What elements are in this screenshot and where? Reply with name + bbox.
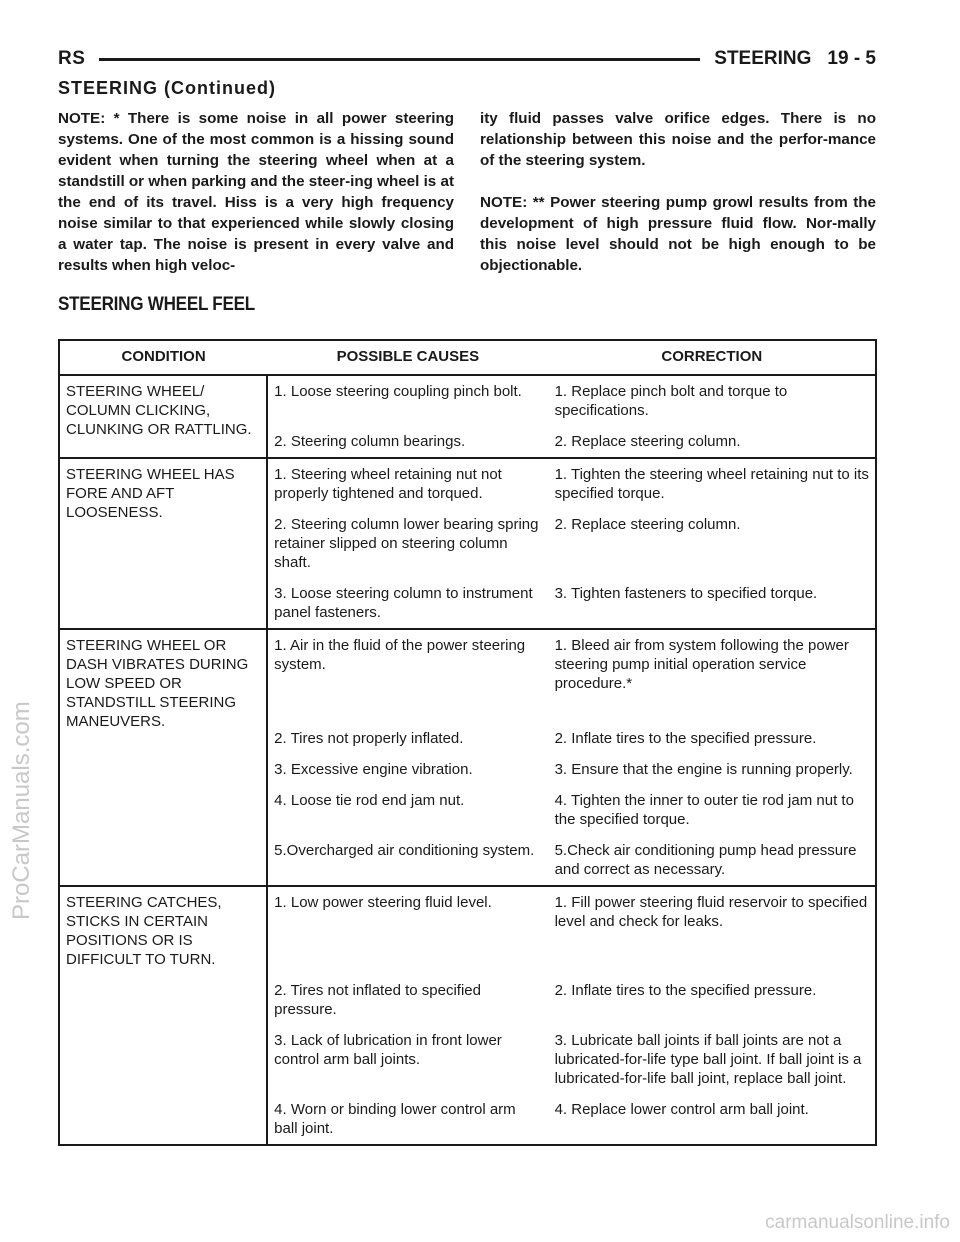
note-hissing-continued: ity fluid passes valve orifice edges. There is no relationship between this noise and the perfor-mance of the steering system.: [480, 110, 876, 169]
bottom-watermark: carmanualsonline.info: [765, 1212, 950, 1233]
cause-cell: 2. Steering column bearings.: [267, 426, 548, 458]
correction-cell: 2. Inflate tires to the specified pressure.: [554, 730, 817, 747]
correction-cell: 5.Check air conditioning pump head pressure and correct as necessary.: [549, 835, 876, 886]
header-possible-causes: POSSIBLE CAUSES: [267, 340, 548, 375]
notes-right-column: [480, 108, 876, 276]
correction-cell: 4. Tighten the inner to outer tie rod jam nut to the specified torque.: [554, 792, 854, 828]
table-row: [59, 458, 876, 509]
cause-cell: 4. Worn or binding lower control arm ball joint.: [274, 1101, 516, 1137]
notes-block: [58, 108, 876, 276]
diagnosis-table: [58, 339, 877, 1146]
cause-cell: 1. Air in the fluid of the power steering system.: [274, 637, 526, 673]
condition-cell: STEERING CATCHES, STICKS IN CERTAIN POSITIONS OR IS DIFFICULT TO TURN.: [59, 886, 267, 1145]
table-row: [59, 886, 876, 975]
header-rule: [99, 58, 700, 61]
cause-cell: 3. Lack of lubrication in front lower control arm ball joints.: [274, 1032, 502, 1068]
header-model-code: RS: [58, 48, 86, 69]
side-watermark: ProCarManuals.com: [8, 701, 35, 920]
header-section-name: STEERING: [714, 48, 812, 69]
cause-cell: 1. Steering wheel retaining nut not properly tightened and torqued.: [274, 466, 502, 502]
note-pump-growl: NOTE: ** Power steering pump growl results from the development of high pressure fluid flow. Nor-mally this noise level should not be high enough to be objectionable.: [480, 194, 876, 274]
correction-cell: 1. Replace pinch bolt and torque to specifications.: [554, 383, 788, 419]
cause-cell: 4. Loose tie rod end jam nut.: [274, 792, 465, 809]
cause-cell: 5.Overcharged air conditioning system.: [267, 835, 548, 886]
correction-cell: 3. Lubricate ball joints if ball joints are not a lubricated-for-life type ball joint. If ball joint is a lubricated-for-life ball joint, replace ball joint.: [554, 1032, 862, 1087]
correction-cell: 2. Replace steering column.: [549, 426, 876, 458]
correction-cell: 1. Bleed air from system following the power steering pump initial operation service procedure.*: [554, 637, 849, 692]
correction-cell: 3. Tighten fasteners to specified torque.: [549, 578, 876, 629]
cause-cell: 1. Loose steering coupling pinch bolt.: [274, 383, 522, 400]
correction-cell: 2. Inflate tires to the specified pressure.: [554, 982, 817, 999]
continued-title: STEERING (Continued): [58, 78, 276, 98]
cause-cell: 2. Tires not inflated to specified pressure.: [274, 982, 481, 1018]
table-header-row: [59, 340, 876, 375]
cause-cell: 2. Tires not properly inflated.: [274, 730, 464, 747]
correction-cell: 3. Ensure that the engine is running properly.: [554, 761, 853, 778]
header-condition: CONDITION: [59, 340, 267, 375]
note-hissing: NOTE: * There is some noise in all power steering systems. One of the most common is a hissing sound evident when turning the steering wheel when at a standstill or when parking and the steer-ing wheel is at the end of its travel. Hiss is a very high frequency noise similar to that experienced while slowly closing a water tap. The noise is present in every valve and results when high veloc-: [58, 110, 454, 274]
header-correction: CORRECTION: [549, 340, 876, 375]
correction-cell: 1. Tighten the steering wheel retaining nut to its specified torque.: [554, 466, 869, 502]
condition-cell: STEERING WHEEL HAS FORE AND AFT LOOSENESS.: [59, 458, 267, 629]
table-row: [59, 375, 876, 426]
table-row: [59, 629, 876, 723]
correction-cell: 1. Fill power steering fluid reservoir to specified level and check for leaks.: [554, 894, 868, 930]
condition-cell: STEERING WHEEL/ COLUMN CLICKING, CLUNKING OR RATTLING.: [59, 375, 267, 458]
cause-cell: 3. Loose steering column to instrument panel fasteners.: [267, 578, 548, 629]
header-section-page: [714, 48, 876, 70]
condition-cell: STEERING WHEEL OR DASH VIBRATES DURING LOW SPEED OR STANDSTILL STEERING MANEUVERS.: [59, 629, 267, 886]
section-title: STEERING WHEEL FEEL: [58, 294, 255, 315]
header-page-number: 19 - 5: [827, 48, 876, 69]
notes-left-column: [58, 108, 454, 276]
cause-cell: 3. Excessive engine vibration.: [274, 761, 473, 778]
correction-cell: 4. Replace lower control arm ball joint.: [554, 1101, 809, 1118]
page-header: [58, 44, 876, 74]
correction-cell: 2. Replace steering column.: [554, 516, 741, 533]
cause-cell: 1. Low power steering fluid level.: [274, 894, 492, 911]
cause-cell: 2. Steering column lower bearing spring retainer slipped on steering column shaft.: [274, 516, 539, 571]
